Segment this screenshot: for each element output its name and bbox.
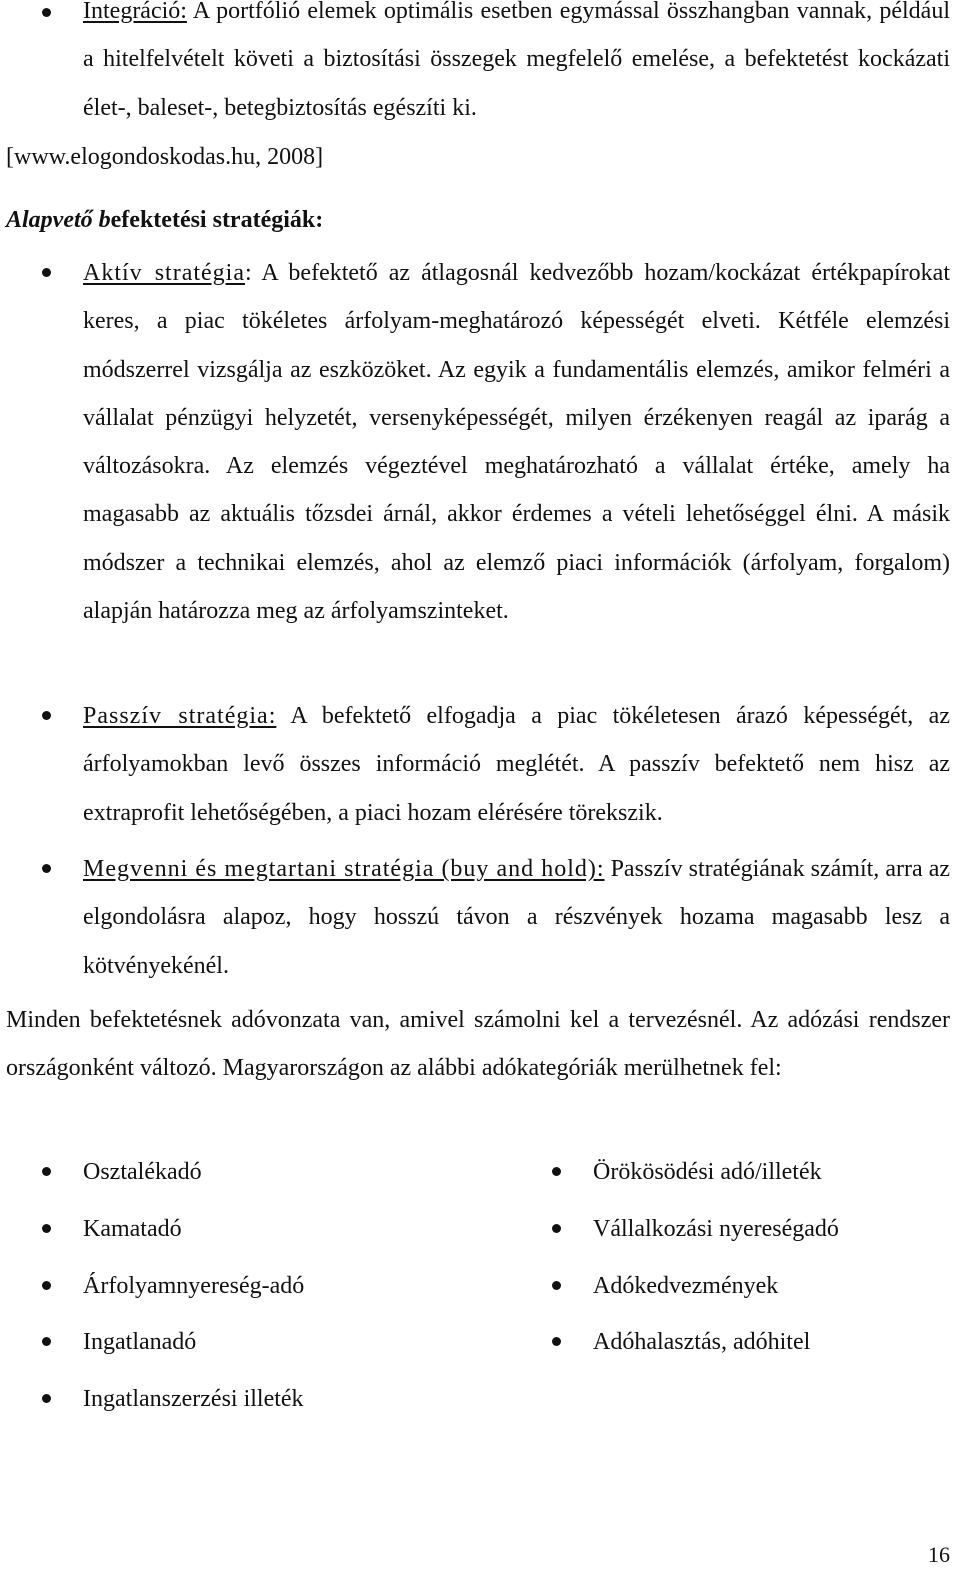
bullet-dot [552,1281,561,1290]
bullet-dot [42,1337,51,1346]
tax-item-label: Árfolyamnyereség-adó [83,1273,305,1299]
bullet-dot [42,1167,51,1176]
strategy-active-term: Aktív stratégia [83,260,245,286]
tax-item-left [0,1213,480,1245]
tax-item-label: Adókedvezmények [593,1273,779,1299]
tax-item-right [510,1156,950,1188]
integration-text [83,0,950,132]
tax-item-left [0,1270,480,1302]
bullet-dot [42,864,51,873]
tax-item-label: Ingatlanadó [83,1329,197,1355]
tax-item-label: Örökösödési adó/illeték [593,1159,822,1185]
heading-italic: Alapvető b [6,207,111,233]
tax-item-label: Kamatadó [83,1216,182,1242]
bullet-dot [42,1281,51,1290]
heading-bold: efektetési stratégiák: [110,207,324,233]
tax-item-label: Vállalkozási nyereségadó [593,1216,839,1242]
strategy-active-text [83,249,950,635]
bullet-dot [552,1337,561,1346]
bullet-dot [42,711,51,720]
strategy-buy-and-hold-term: Megvenni és megtartani stratégia (buy and hold): [83,856,605,882]
strategy-active-body: : A befektető az átlagosnál kedvezőbb hozam/kockázat értékpapírokat keres, a piac tökéletes árfolyam-meghatározó képességét elveti. Kétféle elemzési módszerrel vizsgálja az eszközöket. Az egyik a fundamentális elemzés, amikor felméri a vállalat pénzügyi helyzetét, versenyképességét, milyen érzékenyen reagál az iparág a változásokra. Az elemzés végeztével meghatározható a vállalat értéke, amely ha magasabb az aktuális tőzsdei árnál, akkor érdemes a vételi lehetőséggel élni. A másik módszer a technikai elemzés, ahol az elemző piaci információk (árfolyam, forgalom) alapján határozza meg az árfolyamszinteket. [83,260,950,625]
strategy-buy-and-hold-text [83,845,950,990]
bullet-dot [552,1224,561,1233]
page-number: 16 [928,1542,950,1567]
tax-item-left [0,1156,480,1188]
bullet-dot [42,268,51,277]
integration-term: Integráció: [83,0,187,24]
tax-paragraph: Minden befektetésnek adóvonzata van, amivel számolni kel a tervezésnél. Az adózási rendszer országonként változó. Magyarországon az alábbi adókategóriák merülhetnek fel: [6,1007,950,1081]
bullet-dot [42,8,51,17]
bullet-dot [552,1167,561,1176]
tax-item-right [510,1270,950,1302]
tax-item-left [0,1326,480,1358]
bullet-dot [42,1224,51,1233]
bullet-dot [42,1394,51,1403]
tax-item-label: Osztalékadó [83,1159,202,1185]
tax-item-right [510,1326,950,1358]
section-heading [6,200,323,240]
tax-item-left [0,1383,480,1415]
integration-body: A portfólió elemek optimális esetben egymással összhangban vannak, például a hitelfelvételt követi a biztosítási összegek megfelelő emelése, a befektetést kockázati élet-, baleset-, betegbiztosítás egészíti ki. [83,0,950,121]
tax-item-right [510,1213,950,1245]
tax-item-label: Ingatlanszerzési illeték [83,1386,304,1412]
strategy-passive-term: Passzív stratégia: [83,703,277,729]
strategy-buy-and-hold-body: Passzív stratégiának számít, arra az elgondolásra alapoz, hogy hosszú távon a részvények hozama magasabb lesz a kötvényekénél. [83,856,950,979]
strategy-passive-text [83,692,950,837]
strategy-passive-body: A befektető elfogadja a piac tökéletesen árazó képességét, az árfolyamokban levő összes információ meglétét. A passzív befektető nem hisz az extraprofit lehetőségében, a piaci hozam elérésére törekszik. [83,703,950,826]
citation: [www.elogondoskodas.hu, 2008] [6,144,324,170]
tax-item-label: Adóhalasztás, adóhitel [593,1329,811,1355]
